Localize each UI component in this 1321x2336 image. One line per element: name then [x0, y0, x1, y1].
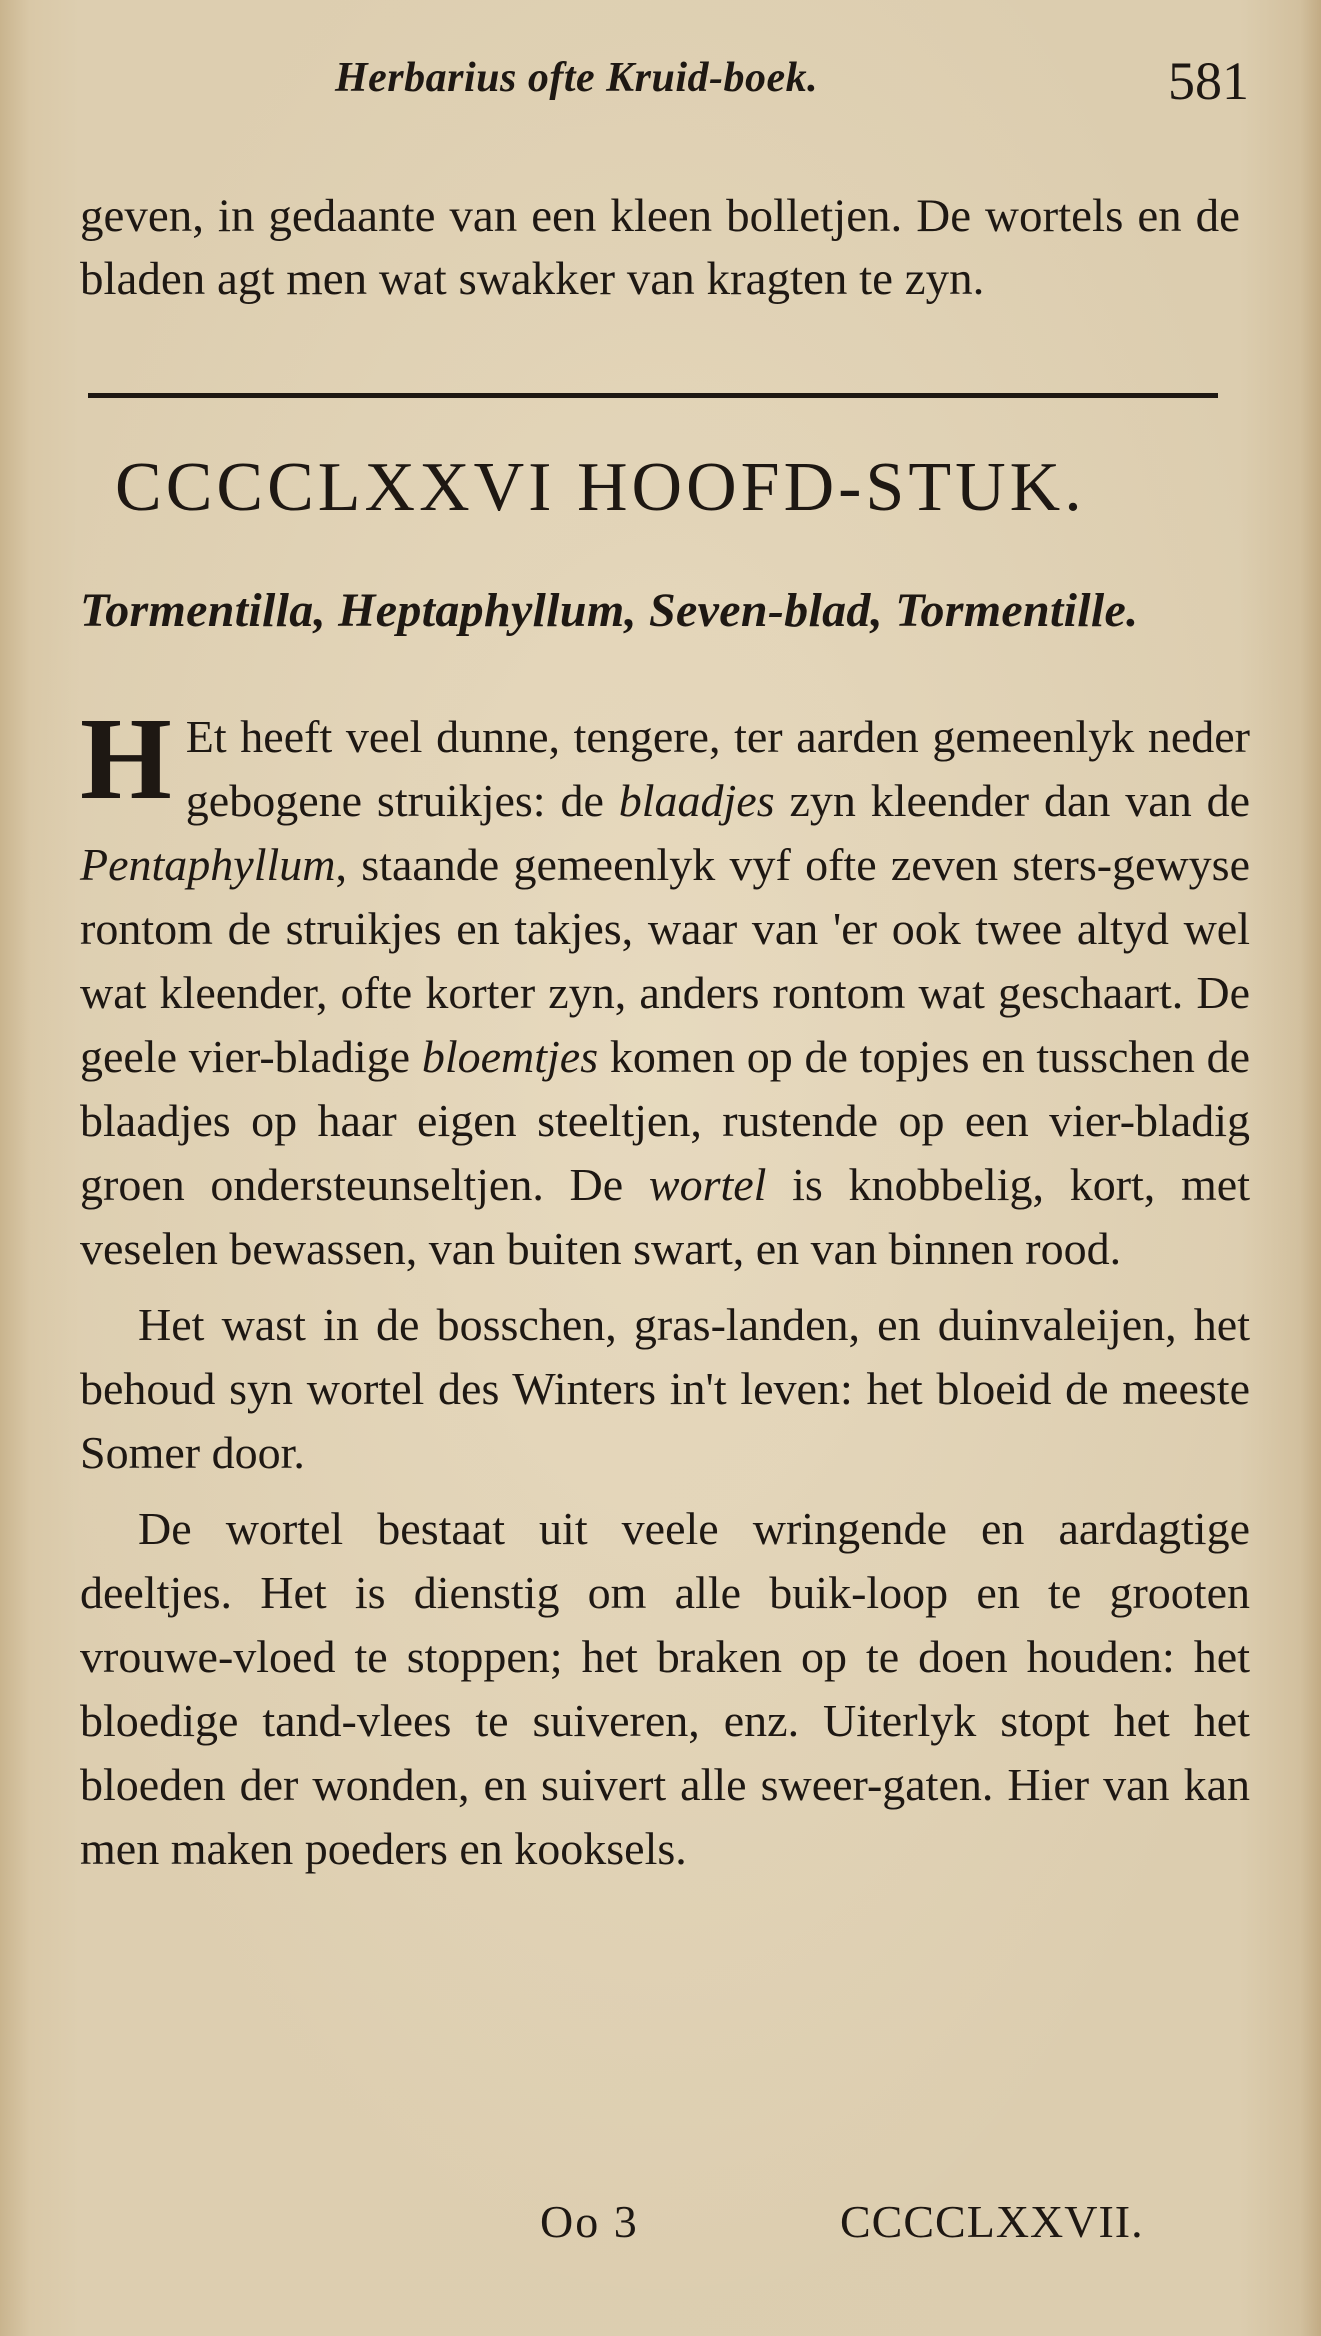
paragraph-habitat: Het wast in de bosschen, gras-landen, en duinvaleijen, het behoud syn wortel des Winters in't leven: het bloeid de meeste Somer door. — [80, 1299, 1250, 1478]
paragraph-text: , staande gemeenlyk vyf ofte zeven sters-gewyse rontom de struikjes en takjes, waar van 'er ook twee altyd wel wat kleender, ofte korter zyn, anders rontom wat geschaart. De geele vier-bladige — [80, 839, 1250, 1082]
paragraph-text: is knobbelig, kort, met veselen bewassen, van buiten swart, en van binnen rood. — [80, 1159, 1250, 1274]
paragraph-text: zyn kleender dan van de — [774, 775, 1250, 826]
page-number: 581 — [1168, 51, 1249, 111]
page-header — [0, 48, 1321, 128]
chapter-heading: CCCCLXXVI HOOFD-STUK. — [115, 449, 1086, 526]
section-divider-rule — [88, 393, 1218, 398]
chapter-body — [80, 693, 1250, 1881]
drop-cap: H — [80, 693, 172, 824]
running-title: Herbarius ofte Kruid-boek. — [335, 55, 819, 101]
italic-term: blaadjes — [618, 775, 775, 826]
paragraph-virtues: De wortel bestaat uit veele wringende en aardagtige deeltjes. Het is dienstig om alle buik-loop en te grooten vrouwe-vloed te stoppen; het braken op te doen houden: het bloedige tand-vlees te suiveren, enz. Uiterlyk stopt het het bloeden der wonden, en suivert alle sweer-gaten. Hier van kan men maken poeders en kooksels. — [80, 1503, 1250, 1874]
paragraph-text: Et heeft veel dunne, tengere, ter aarden gemeenlyk neder gebogene struikjes: de — [185, 711, 1250, 826]
italic-term: Pentaphyllum — [80, 839, 336, 890]
italic-term: wortel — [648, 1159, 767, 1210]
catchword: CCCCLXXVII. — [840, 2196, 1144, 2247]
paragraph-description — [80, 693, 1250, 1281]
italic-term: bloemtjes — [421, 1031, 599, 1082]
paragraph-text: komen op de topjes en tusschen de blaadjes op haar eigen steeltjen, rustende op een vier-bladig groen ondersteunseltjen. De — [80, 1031, 1250, 1210]
signature-mark: Oo 3 — [540, 2196, 639, 2247]
carry-over-text: geven, in gedaante van een kleen bolletjen. De wortels en de bladen agt men wat swakker van kragten te zyn. — [80, 190, 1240, 305]
species-names: Tormentilla, Heptaphyllum, Seven-blad, Tormentille. — [80, 584, 1139, 637]
page-footer — [0, 2195, 1321, 2255]
